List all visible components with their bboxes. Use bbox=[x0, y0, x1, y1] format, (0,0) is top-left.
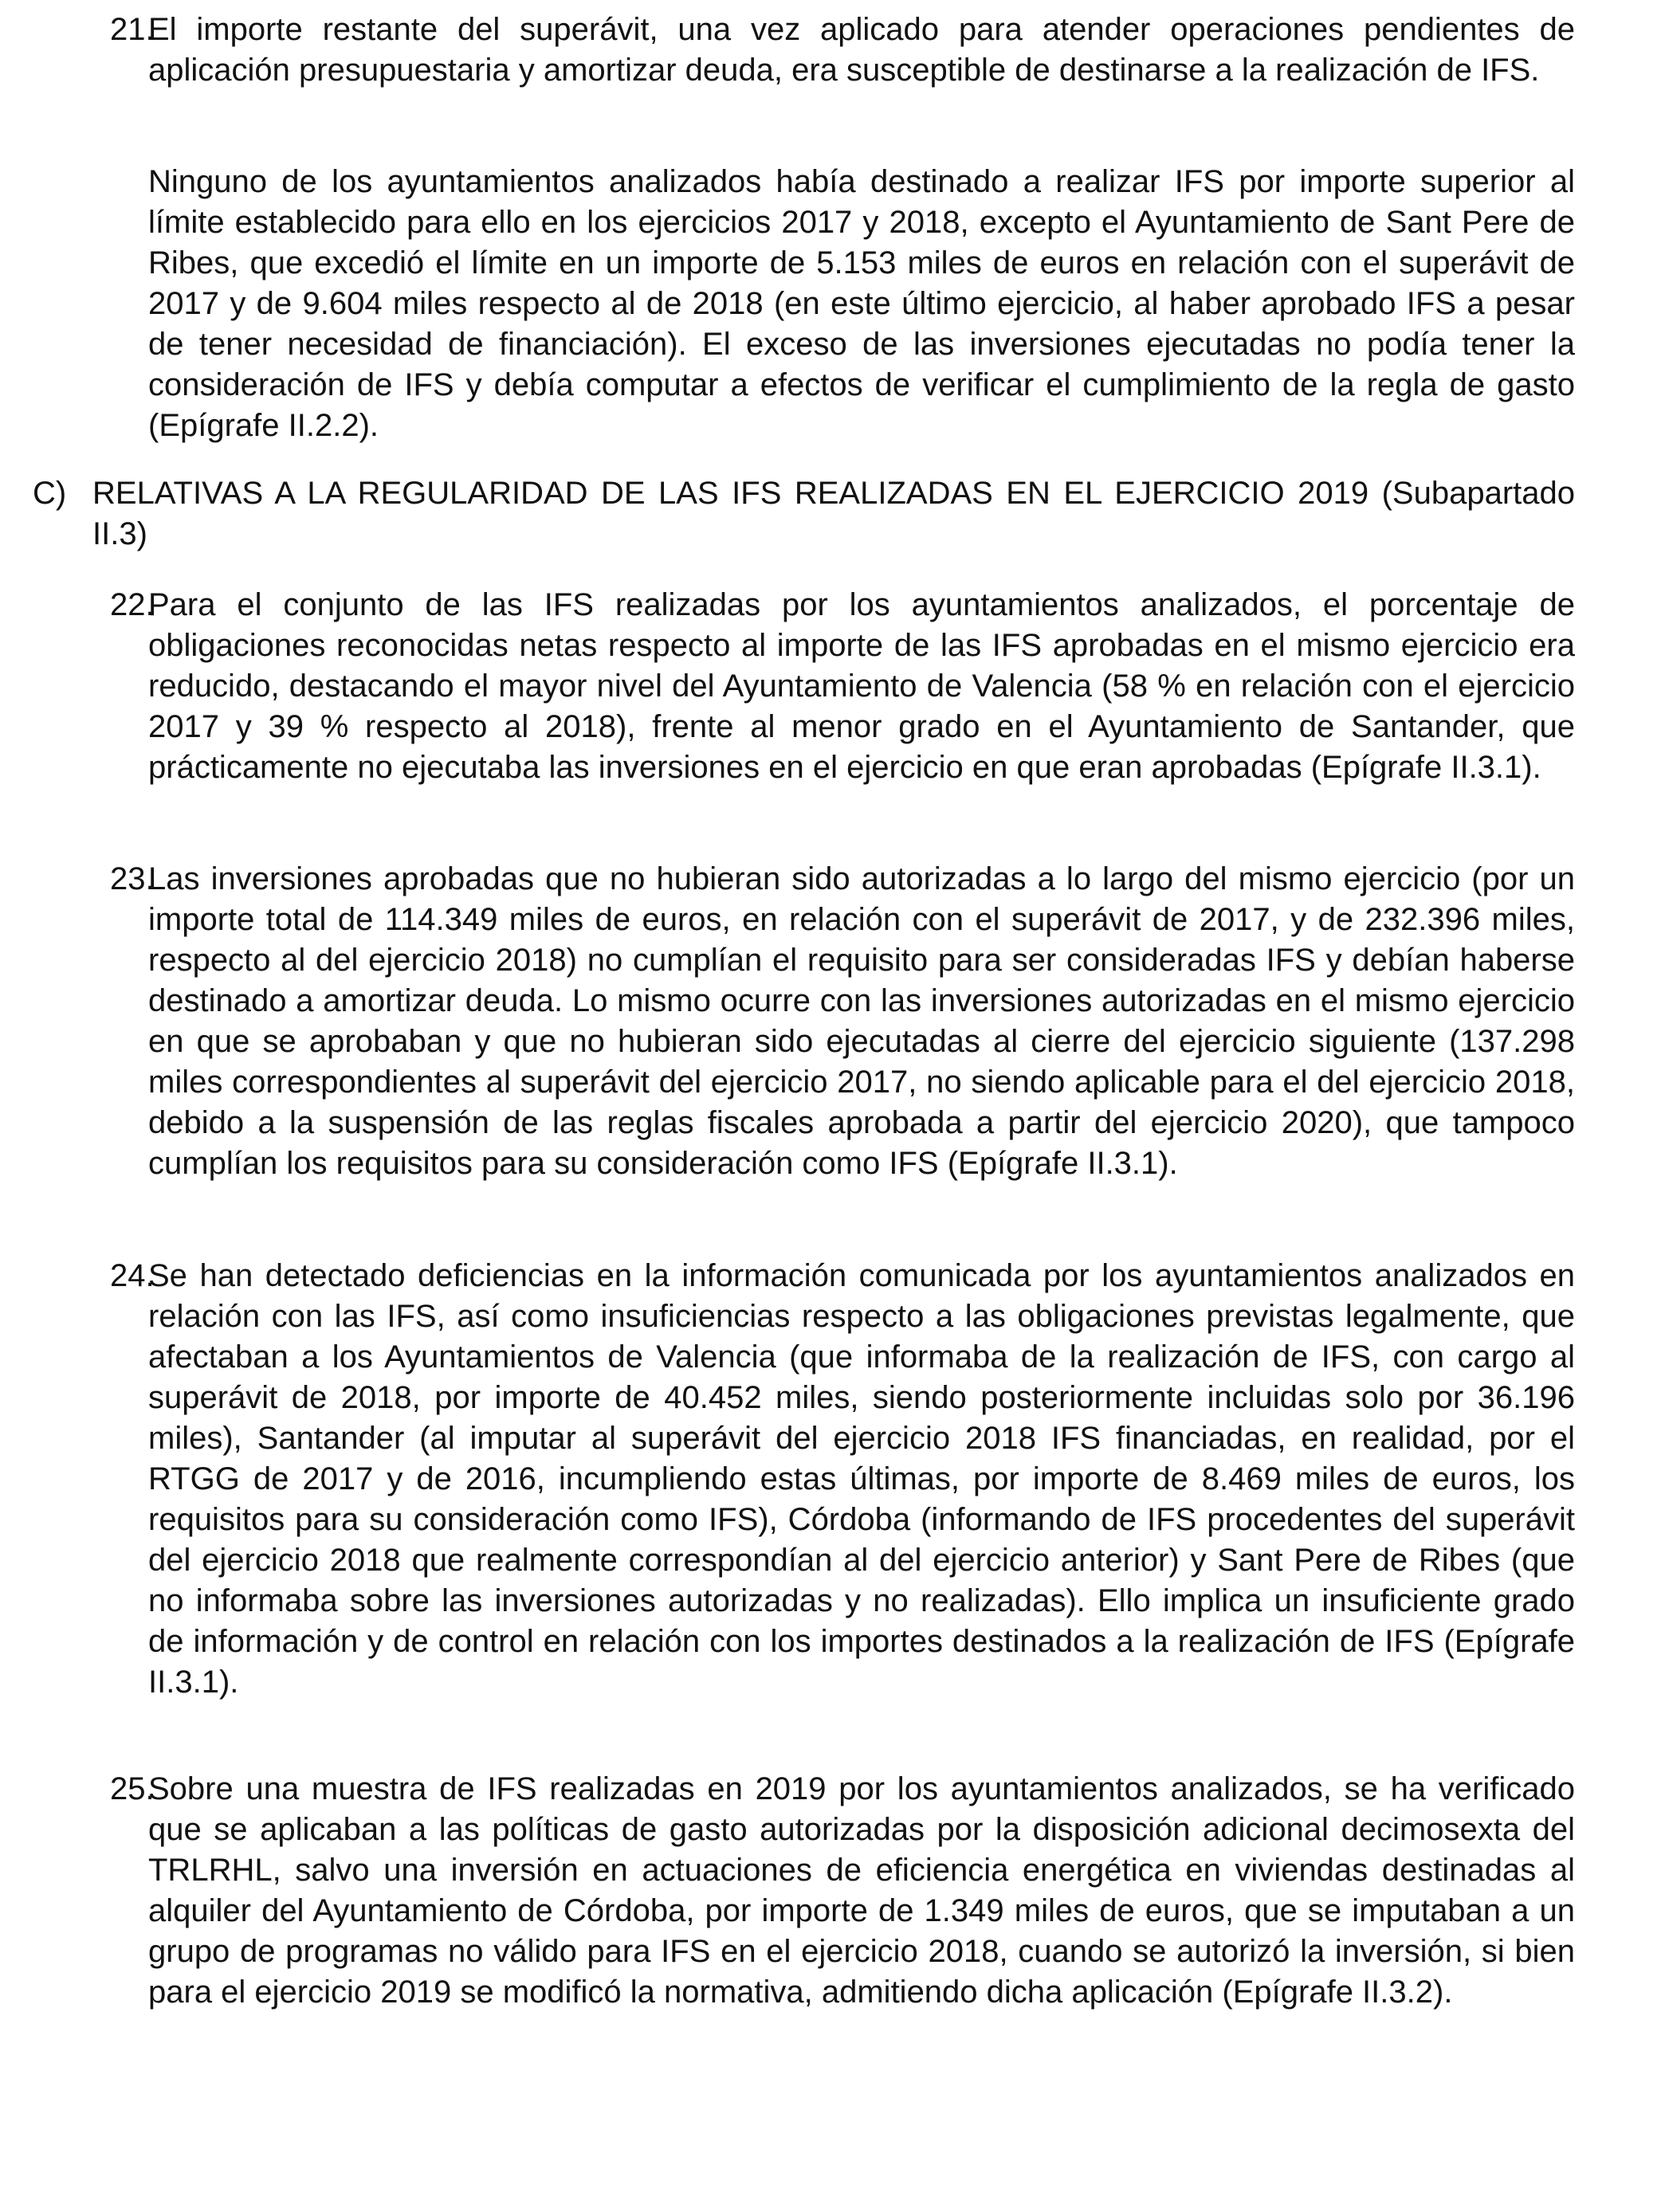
item-paragraph: Para el conjunto de las IFS realizadas por los ayuntamientos analizados, el porcentaje de obligaciones reconocidas netas respecto al importe de las IFS aprobadas en el mismo ejercicio era reducido, destacando el mayor nivel del Ayuntamiento de Valencia (58 % en relación con el ejercicio 2017 y 39 % respecto al 2018), frente al menor grado en el Ayuntamiento de Santander, que prácticamente no ejecutaba las inversiones en el ejercicio en que eran aprobadas (Epígrafe II.3.1). bbox=[148, 587, 1575, 785]
item-paragraph: El importe restante del superávit, una vez aplicado para atender operaciones pendientes de aplicación presupuestaria y amortizar deuda, era susceptible de destinarse a la realización de IFS. bbox=[148, 12, 1575, 88]
section-title: RELATIVAS A LA REGULARIDAD DE LAS IFS REALIZADAS EN EL EJERCICIO 2019 (Subapartado II.3) bbox=[92, 476, 1575, 551]
item-paragraph: Las inversiones aprobadas que no hubieran sido autorizadas a lo largo del mismo ejercicio (por un importe total de 114.349 miles de euros, en relación con el superávit de 2017, y de 232.396 miles, respecto al del ejercicio 2018) no cumplían el requisito para ser consideradas IFS y debían haberse destinado a amortizar deuda. Lo mismo ocurre con las inversiones autorizadas en el mismo ejercicio en que se aprobaban y que no hubieran sido ejecutadas al cierre del ejercicio siguiente (137.298 miles correspondientes al superávit del ejercicio 2017, no siendo aplicable para el del ejercicio 2018, debido a la suspensión de las reglas fiscales aprobada a partir del ejercicio 2020), que tampoco cumplían los requisitos para su consideración como IFS (Epígrafe II.3.1). bbox=[148, 861, 1575, 1181]
item-number: 22. bbox=[110, 587, 155, 622]
item-number: 25. bbox=[110, 1771, 155, 1806]
item-paragraph: Se han detectado deficiencias en la información comunicada por los ayuntamientos analizados en relación con las IFS, así como insuficiencias respecto a las obligaciones previstas legalmente, que afectaban a los Ayuntamientos de Valencia (que informaba de la realización de IFS, con cargo al superávit de 2018, por importe de 40.452 miles, siendo posteriormente incluidas solo por 36.196 miles), Santander (al imputar al superávit del ejercicio 2018 IFS financiadas, en realidad, por el RTGG de 2017 y de 2016, incumpliendo estas últimas, por importe de 8.469 miles de euros, los requisitos para su consideración como IFS), Córdoba (informando de IFS procedentes del superávit del ejercicio 2018 que realmente correspondían al del ejercicio anterior) y Sant Pere de Ribes (que no informaba sobre las inversiones autorizadas y no realizadas). Ello implica un insuficiente grado de información y de control en relación con los importes destinados a la realización de IFS (Epígrafe II.3.1). bbox=[148, 1258, 1575, 1700]
section-letter: C) bbox=[33, 476, 67, 511]
item-number: 23. bbox=[110, 861, 155, 896]
item-number: 21. bbox=[110, 12, 155, 47]
item-paragraph: Ninguno de los ayuntamientos analizados había destinado a realizar IFS por importe superior al límite establecido para ello en los ejercicios 2017 y 2018, excepto el Ayuntamiento de Sant Pere de Ribes, que excedió el límite en un importe de 5.153 miles de euros en relación con el superávit de 2017 y de 9.604 miles respecto al de 2018 (en este último ejercicio, al haber aprobado IFS a pesar de tener necesidad de financiación). El exceso de las inversiones ejecutadas no podía tener la consideración de IFS y debía computar a efectos de verificar el cumplimiento de la regla de gasto (Epígrafe II.2.2). bbox=[148, 164, 1575, 443]
item-number: 24. bbox=[110, 1258, 155, 1293]
item-paragraph: Sobre una muestra de IFS realizadas en 2019 por los ayuntamientos analizados, se ha verificado que se aplicaban a las políticas de gasto autorizadas por la disposición adicional decimosexta del TRLRHL, salvo una inversión en actuaciones de eficiencia energética en viviendas destinadas al alquiler del Ayuntamiento de Córdoba, por importe de 1.349 miles de euros, que se imputaban a un grupo de programas no válido para IFS en el ejercicio 2018, cuando se autorizó la inversión, si bien para el ejercicio 2019 se modificó la normativa, admitiendo dicha aplicación (Epígrafe II.3.2). bbox=[148, 1771, 1575, 2010]
